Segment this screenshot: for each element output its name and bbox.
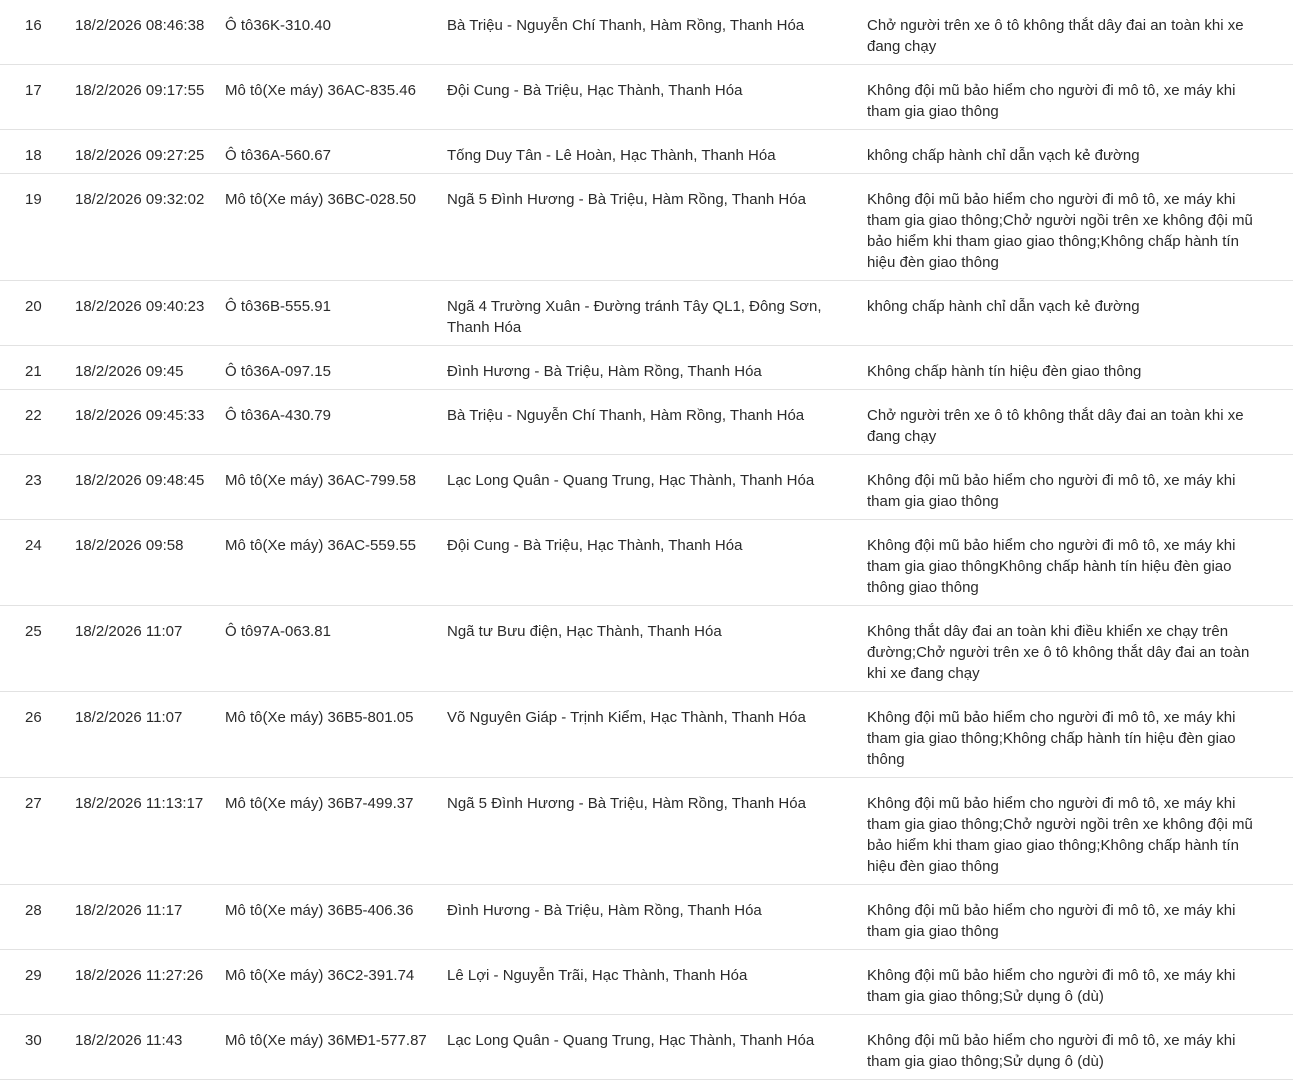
- violation-time: 18/2/2026 11:13:17: [75, 795, 204, 812]
- violation-time: 18/2/2026 09:17:55: [75, 82, 205, 99]
- violation-location: Bà Triệu - Nguyễn Chí Thanh, Hàm Rồng, Thanh Hóa: [447, 407, 805, 424]
- row-number: 25: [25, 623, 42, 640]
- license-plate: Mô tô(Xe máy) 36MĐ1-577.87: [225, 1032, 427, 1049]
- violation-time: 18/2/2026 11:07: [75, 709, 183, 726]
- table-row: [0, 346, 1293, 390]
- row-number: 21: [25, 363, 42, 380]
- license-plate: Mô tô(Xe máy) 36B7-499.37: [225, 795, 414, 812]
- violation-location: Ngã tư Bưu điện, Hạc Thành, Thanh Hóa: [447, 623, 722, 640]
- table-row: [0, 520, 1293, 606]
- violation-description: Không đội mũ bảo hiểm cho người đi mô tô, xe máy khi tham gia giao thông;Không chấp hành tín hiệu đèn giao thông: [867, 709, 1236, 768]
- table-row: [0, 0, 1293, 65]
- violation-location: Đình Hương - Bà Triệu, Hàm Rồng, Thanh Hóa: [447, 902, 762, 919]
- row-number: 27: [25, 795, 42, 812]
- table-row: [0, 281, 1293, 346]
- license-plate: Mô tô(Xe máy) 36BC-028.50: [225, 191, 416, 208]
- table-row: [0, 692, 1293, 778]
- violation-time: 18/2/2026 09:32:02: [75, 191, 205, 208]
- table-row: [0, 65, 1293, 130]
- row-number: 20: [25, 298, 42, 315]
- license-plate: Mô tô(Xe máy) 36AC-799.58: [225, 472, 416, 489]
- license-plate: Mô tô(Xe máy) 36C2-391.74: [225, 967, 415, 984]
- violation-description: Không đội mũ bảo hiểm cho người đi mô tô, xe máy khi tham gia giao thông;Chở người ngồi trên xe không đội mũ bảo hiểm khi tham giao giao thông;Không chấp hành tín hiệu đèn giao thông: [867, 795, 1253, 875]
- license-plate: Ô tô36K-310.40: [225, 17, 331, 34]
- violation-description: Chở người trên xe ô tô không thắt dây đai an toàn khi xe đang chạy: [867, 407, 1244, 445]
- table-row: [0, 950, 1293, 1015]
- license-plate: Mô tô(Xe máy) 36AC-835.46: [225, 82, 416, 99]
- violation-description: Không đội mũ bảo hiểm cho người đi mô tô, xe máy khi tham gia giao thông;Chở người ngồi trên xe không đội mũ bảo hiểm khi tham giao giao thông;Không chấp hành tín hiệu đèn giao thông: [867, 191, 1253, 271]
- violation-description: Không đội mũ bảo hiểm cho người đi mô tô, xe máy khi tham gia giao thông: [867, 82, 1236, 120]
- violation-time: 18/2/2026 08:46:38: [75, 17, 205, 34]
- row-number: 17: [25, 82, 42, 99]
- table-row: [0, 455, 1293, 520]
- violation-description: không chấp hành chỉ dẫn vạch kẻ đường: [867, 147, 1140, 164]
- violation-description: Không thắt dây đai an toàn khi điều khiển xe chạy trên đường;Chở người trên xe ô tô không thắt dây đai an toàn khi xe đang chạy: [867, 623, 1250, 682]
- violation-description: Chở người trên xe ô tô không thắt dây đai an toàn khi xe đang chạy: [867, 17, 1244, 55]
- violation-time: 18/2/2026 09:48:45: [75, 472, 205, 489]
- row-number: 30: [25, 1032, 42, 1049]
- violation-time: 18/2/2026 09:27:25: [75, 147, 205, 164]
- row-number: 23: [25, 472, 42, 489]
- violation-location: Võ Nguyên Giáp - Trịnh Kiểm, Hạc Thành, Thanh Hóa: [447, 709, 806, 726]
- violation-time: 18/2/2026 09:40:23: [75, 298, 205, 315]
- table-row: [0, 778, 1293, 885]
- license-plate: Mô tô(Xe máy) 36AC-559.55: [225, 537, 416, 554]
- table-row: [0, 390, 1293, 455]
- violation-time: 18/2/2026 09:45:33: [75, 407, 205, 424]
- violation-time: 18/2/2026 09:45: [75, 363, 184, 380]
- violation-description: không chấp hành chỉ dẫn vạch kẻ đường: [867, 298, 1140, 315]
- table-row: [0, 606, 1293, 692]
- table-row: [0, 130, 1293, 174]
- license-plate: Ô tô36A-097.15: [225, 363, 331, 380]
- row-number: 26: [25, 709, 42, 726]
- violation-location: Ngã 5 Đình Hương - Bà Triệu, Hàm Rồng, Thanh Hóa: [447, 191, 806, 208]
- violation-description: Không chấp hành tín hiệu đèn giao thông: [867, 363, 1142, 380]
- row-number: 29: [25, 967, 42, 984]
- violation-location: Lạc Long Quân - Quang Trung, Hạc Thành, Thanh Hóa: [447, 472, 815, 489]
- row-number: 18: [25, 147, 42, 164]
- violation-time: 18/2/2026 11:43: [75, 1032, 183, 1049]
- violation-description: Không đội mũ bảo hiểm cho người đi mô tô, xe máy khi tham gia giao thông;Sử dụng ô (dù): [867, 967, 1236, 1005]
- violation-description: Không đội mũ bảo hiểm cho người đi mô tô, xe máy khi tham gia giao thôngKhông chấp hành tín hiệu đèn giao thông giao thông: [867, 537, 1236, 596]
- table-row: [0, 174, 1293, 281]
- violation-location: Ngã 4 Trường Xuân - Đường tránh Tây QL1, Đông Sơn, Thanh Hóa: [447, 298, 822, 336]
- violation-description: Không đội mũ bảo hiểm cho người đi mô tô, xe máy khi tham gia giao thông: [867, 902, 1236, 940]
- violation-location: Bà Triệu - Nguyễn Chí Thanh, Hàm Rồng, Thanh Hóa: [447, 17, 805, 34]
- violation-location: Đình Hương - Bà Triệu, Hàm Rồng, Thanh Hóa: [447, 363, 762, 380]
- license-plate: Mô tô(Xe máy) 36B5-801.05: [225, 709, 414, 726]
- violation-location: Lê Lợi - Nguyễn Trãi, Hạc Thành, Thanh Hóa: [447, 967, 748, 984]
- row-number: 22: [25, 407, 42, 424]
- table-row: [0, 885, 1293, 950]
- row-number: 19: [25, 191, 42, 208]
- row-number: 24: [25, 537, 42, 554]
- violation-description: Không đội mũ bảo hiểm cho người đi mô tô, xe máy khi tham gia giao thông;Sử dụng ô (dù): [867, 1032, 1236, 1070]
- violation-location: Tống Duy Tân - Lê Hoàn, Hạc Thành, Thanh Hóa: [447, 147, 776, 164]
- violation-time: 18/2/2026 11:07: [75, 623, 183, 640]
- violation-description: Không đội mũ bảo hiểm cho người đi mô tô, xe máy khi tham gia giao thông: [867, 472, 1236, 510]
- violation-time: 18/2/2026 11:27:26: [75, 967, 204, 984]
- license-plate: Ô tô36B-555.91: [225, 298, 331, 315]
- row-number: 16: [25, 17, 42, 34]
- violation-time: 18/2/2026 09:58: [75, 537, 184, 554]
- table-row: [0, 1015, 1293, 1080]
- violation-location: Ngã 5 Đình Hương - Bà Triệu, Hàm Rồng, Thanh Hóa: [447, 795, 806, 812]
- license-plate: Ô tô36A-560.67: [225, 147, 331, 164]
- violation-location: Đội Cung - Bà Triệu, Hạc Thành, Thanh Hóa: [447, 82, 743, 99]
- license-plate: Mô tô(Xe máy) 36B5-406.36: [225, 902, 414, 919]
- license-plate: Ô tô36A-430.79: [225, 407, 331, 424]
- license-plate: Ô tô97A-063.81: [225, 623, 331, 640]
- violation-location: Đội Cung - Bà Triệu, Hạc Thành, Thanh Hóa: [447, 537, 743, 554]
- row-number: 28: [25, 902, 42, 919]
- violation-location: Lạc Long Quân - Quang Trung, Hạc Thành, Thanh Hóa: [447, 1032, 815, 1049]
- violation-time: 18/2/2026 11:17: [75, 902, 183, 919]
